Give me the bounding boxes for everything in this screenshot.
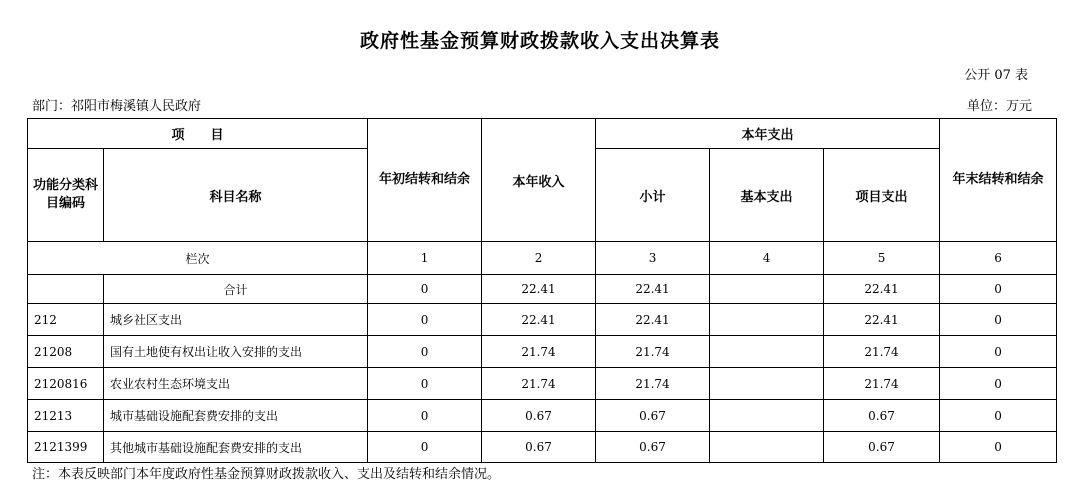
total-begin: 0 — [368, 275, 482, 304]
row-project: 21.74 — [824, 336, 940, 368]
row-project: 22.41 — [824, 304, 940, 336]
row-income: 0.67 — [482, 400, 596, 432]
total-income: 22.41 — [482, 275, 596, 304]
total-end: 0 — [940, 275, 1057, 304]
row-code: 212 — [28, 304, 104, 336]
column-index-row — [28, 242, 1057, 275]
form-number: 公开 07 表 — [964, 68, 1028, 83]
table-row — [28, 336, 1057, 368]
row-project: 0.67 — [824, 400, 940, 432]
row-basic — [710, 400, 824, 432]
row-begin: 0 — [368, 336, 482, 368]
column-index-4: 4 — [710, 242, 824, 275]
table-row — [28, 400, 1057, 432]
row-subtotal: 21.74 — [596, 336, 710, 368]
header-code: 功能分类科目编码 — [28, 149, 104, 242]
column-index-label: 栏次 — [28, 242, 368, 275]
header-end-balance: 年末结转和结余 — [940, 119, 1057, 242]
row-end: 0 — [940, 432, 1057, 463]
row-code: 21213 — [28, 400, 104, 432]
row-name: 农业农村生态环境支出 — [104, 368, 368, 400]
row-subtotal: 22.41 — [596, 304, 710, 336]
row-project: 0.67 — [824, 432, 940, 463]
row-end: 0 — [940, 368, 1057, 400]
row-income: 22.41 — [482, 304, 596, 336]
row-begin: 0 — [368, 432, 482, 463]
row-end: 0 — [940, 336, 1057, 368]
row-end: 0 — [940, 304, 1057, 336]
total-row — [28, 275, 1057, 304]
row-basic — [710, 304, 824, 336]
total-basic — [710, 275, 824, 304]
row-code: 2121399 — [28, 432, 104, 463]
total-project: 22.41 — [824, 275, 940, 304]
footnote: 注：本表反映部门本年度政府性基金预算财政拨款收入、支出及结转和结余情况。 — [32, 467, 501, 482]
department-label: 部门：祁阳市梅溪镇人民政府 — [32, 99, 202, 114]
column-index-2: 2 — [482, 242, 596, 275]
header-item: 项 目 — [28, 119, 368, 149]
row-end: 0 — [940, 400, 1057, 432]
total-code-cell — [28, 275, 104, 304]
row-income: 21.74 — [482, 368, 596, 400]
row-begin: 0 — [368, 368, 482, 400]
row-name: 城市基础设施配套费安排的支出 — [104, 400, 368, 432]
row-subtotal: 0.67 — [596, 432, 710, 463]
page-title: 政府性基金预算财政拨款收入支出决算表 — [359, 30, 720, 52]
header-income: 本年收入 — [482, 119, 596, 242]
row-income: 21.74 — [482, 336, 596, 368]
row-code: 21208 — [28, 336, 104, 368]
row-basic — [710, 368, 824, 400]
column-index-5: 5 — [824, 242, 940, 275]
header-expense: 本年支出 — [596, 119, 940, 149]
row-begin: 0 — [368, 400, 482, 432]
row-income: 0.67 — [482, 432, 596, 463]
header-begin-balance: 年初结转和结余 — [368, 119, 482, 242]
row-subtotal: 0.67 — [596, 400, 710, 432]
row-name: 国有土地使有权出让收入安排的支出 — [104, 336, 368, 368]
header-basic: 基本支出 — [710, 149, 824, 242]
row-basic — [710, 432, 824, 463]
column-index-1: 1 — [368, 242, 482, 275]
table-row — [28, 432, 1057, 463]
row-name: 其他城市基础设施配套费安排的支出 — [104, 432, 368, 463]
header-name: 科目名称 — [104, 149, 368, 242]
row-name: 城乡社区支出 — [104, 304, 368, 336]
row-project: 21.74 — [824, 368, 940, 400]
table-row — [28, 304, 1057, 336]
table-row — [28, 368, 1057, 400]
column-index-6: 6 — [940, 242, 1057, 275]
row-basic — [710, 336, 824, 368]
unit-label: 单位：万元 — [966, 99, 1032, 114]
column-index-3: 3 — [596, 242, 710, 275]
header-subtotal: 小计 — [596, 149, 710, 242]
budget-table — [27, 118, 1057, 463]
total-label: 合计 — [104, 275, 368, 304]
header-project: 项目支出 — [824, 149, 940, 242]
row-begin: 0 — [368, 304, 482, 336]
row-subtotal: 21.74 — [596, 368, 710, 400]
total-subtotal: 22.41 — [596, 275, 710, 304]
row-code: 2120816 — [28, 368, 104, 400]
